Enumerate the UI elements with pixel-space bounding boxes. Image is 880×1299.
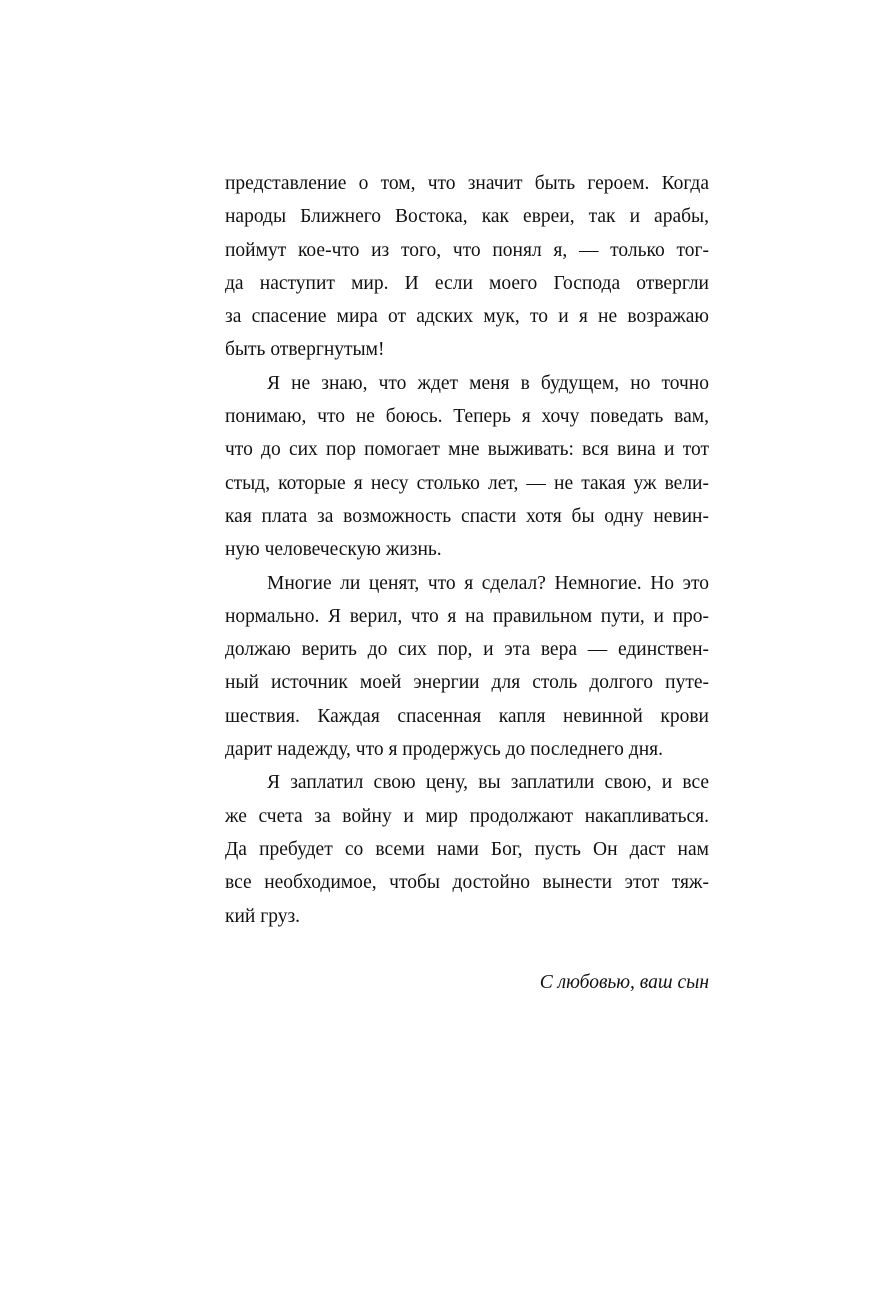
text-line: за спасение мира от адских мук, то и я не возражаю [225, 306, 709, 328]
body-text [225, 167, 709, 933]
text-line: стыд, которые я несу столько лет, — не такая уж вели- [225, 472, 709, 494]
text-line: Многие ли ценят, что я сделал? Немногие. Но это [267, 572, 709, 594]
text-line: шествия. Каждая спасенная капля невинной крови [225, 705, 709, 727]
signature: С любовью, ваш сын [539, 972, 709, 993]
paragraph-1 [225, 167, 709, 367]
text-line: кая плата за возможность спасти хотя бы одну невин- [225, 505, 709, 527]
text-line: представление о том, что значит быть героем. Когда [225, 173, 709, 194]
text-line: быть отвергнутым! [225, 339, 385, 361]
text-line: Да пребудет со всеми нами Бог, пусть Он даст нам [225, 838, 709, 860]
text-line: должаю верить до сих пор, и эта вера — единствен- [225, 639, 709, 661]
paragraph-3 [225, 567, 709, 767]
text-line: Я заплатил свою цену, вы заплатили свою, и все [267, 772, 709, 794]
text-line: нормально. Я верил, что я на правильном пути, и про- [225, 605, 709, 627]
text-line: ный источник моей энергии для столь долгого путе- [225, 672, 709, 694]
text-line: народы Ближнего Востока, как евреи, так и арабы, [225, 206, 709, 228]
paragraph-2 [225, 367, 709, 567]
text-line: кий груз. [225, 905, 301, 927]
paragraph-4 [225, 766, 709, 932]
text-line: поймут кое-что из того, что понял я, — только тог- [225, 239, 709, 261]
text-line: же счета за войну и мир продолжают накапливаться. [225, 805, 709, 827]
text-line: все необходимое, чтобы достойно вынести этот тяж- [225, 872, 709, 894]
text-line: понимаю, что не боюсь. Теперь я хочу поведать вам, [225, 406, 709, 428]
text-line: ную человеческую жизнь. [225, 539, 442, 561]
text-line: что до сих пор помогает мне выживать: вся вина и тот [225, 439, 709, 461]
text-line: да наступит мир. И если моего Господа отвергли [225, 272, 709, 294]
text-line: дарит надежду, что я продержусь до последнего дня. [225, 739, 664, 761]
text-line: Я не знаю, что ждет меня в будущем, но точно [267, 372, 709, 394]
